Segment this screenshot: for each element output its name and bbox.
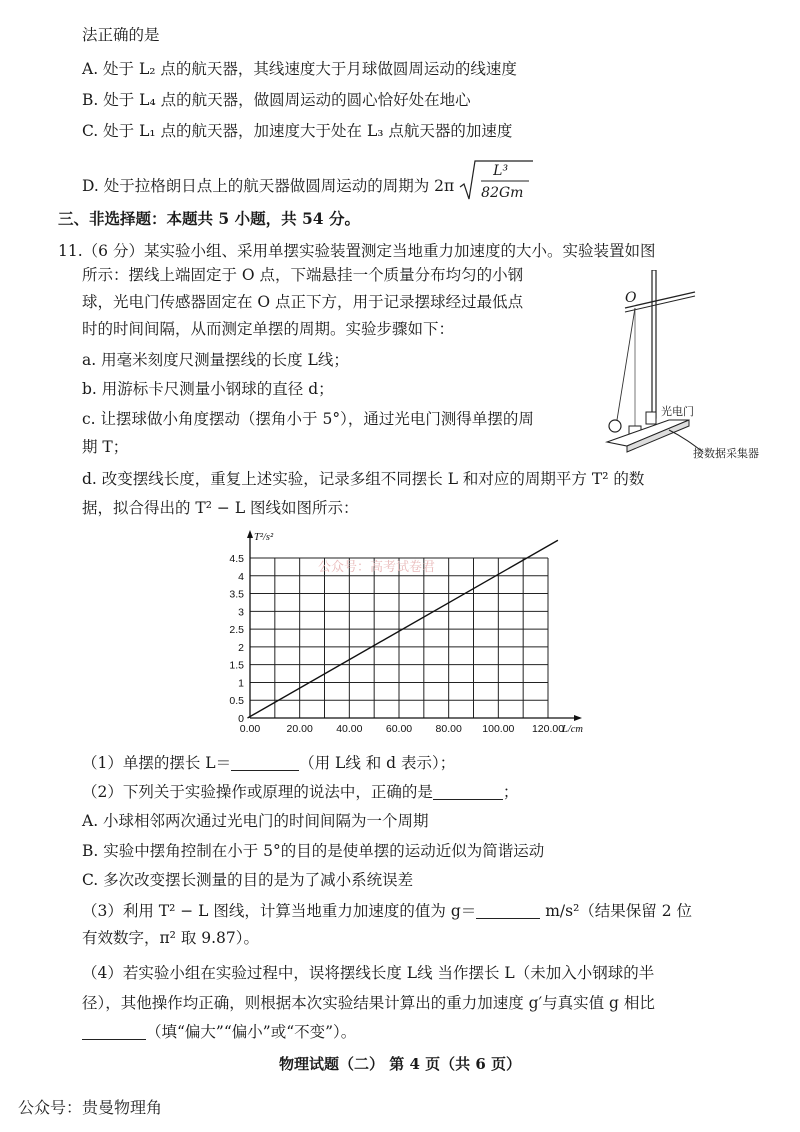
pendulum-string-swing: [617, 308, 635, 420]
bottom-watermark: 公众号：贵曼物理角: [18, 1098, 163, 1117]
y-tick-label: 0.5: [229, 695, 244, 708]
answer-blank-4[interactable]: [82, 1021, 146, 1040]
q10-option-d-text: D. 处于拉格朗日点上的航天器做圆周运动的周期为 2π: [82, 177, 455, 195]
y-tick-label: 0: [238, 713, 244, 725]
q11-part3-line2: 有效数字，π² 取 9.87）。: [82, 929, 260, 947]
q11-step-d-line2: 据，拟合得出的 T² − L 图线如图所示：: [82, 499, 359, 517]
q11-part3-suffix: m/s²（结果保留 2 位: [545, 902, 693, 920]
chart-watermark: 公众号：高考试卷君: [318, 560, 436, 575]
sqrt-numerator: L³: [493, 163, 509, 179]
y-tick-label: 3: [238, 606, 244, 619]
y-tick-label: 1.5: [229, 659, 244, 672]
q11-line-4: 时的时间间隔，从而测定单摆的周期。实验步骤如下：: [82, 320, 455, 338]
x-tick-label: 0.00: [239, 723, 261, 735]
q11-part4-line3: [82, 1021, 356, 1043]
q10-option-c: C. 处于 L₁ 点的航天器，加速度大于处在 L₃ 点航天器的加速度: [82, 122, 513, 140]
x-tick-label: 100.00: [482, 723, 515, 735]
q11-part2-option-c: C. 多次改变摆长测量的目的是为了减小系统误差: [82, 871, 414, 889]
x-axis-arrow: [574, 715, 582, 721]
page-footer: 物理试题（二） 第 4 页（共 6 页）: [279, 1055, 521, 1073]
x-axis-label: L/cm: [562, 724, 583, 735]
point-o-label: O: [625, 290, 637, 306]
q11-part3: [82, 900, 692, 922]
photogate-label: 光电门: [661, 405, 694, 418]
q11-part1: [82, 752, 455, 774]
q11-part2-option-a: A. 小球相邻两次通过光电门的时间间隔为一个周期: [82, 812, 429, 830]
q11-part3-prefix: （3）利用 T² − L 图线，计算当地重力加速度的值为 g＝: [82, 902, 477, 920]
q10-option-d: [82, 165, 533, 205]
stand-pole: [652, 270, 656, 418]
q11-part4-line2: 径），其他操作均正确，则根据本次实验结果计算出的重力加速度 g′与真实值 g 相比: [82, 994, 655, 1012]
q11-part2-option-b: B. 实验中摆角控制在小于 5°的目的是使单摆的运动近似为简谐运动: [82, 842, 545, 860]
q11-part2-end: ；: [502, 783, 519, 801]
y-tick-label: 2.5: [229, 624, 244, 637]
y-tick-label: 1: [238, 677, 244, 690]
x-tick-label: 20.00: [286, 723, 313, 735]
steel-ball: [609, 420, 621, 432]
q11-step-a: a. 用毫米刻度尺测量摆线的长度 L线；: [82, 351, 349, 369]
q11-part2-text: （2）下列关于实验操作或原理的说法中，正确的是: [82, 783, 433, 801]
collector-label: 接数据采集器: [693, 447, 759, 460]
y-tick-label: 2: [238, 641, 244, 654]
section-heading: 三、非选择题：本题共 5 小题，共 54 分。: [58, 209, 360, 228]
y-tick-label: 3.5: [229, 588, 244, 601]
q11-step-b: b. 用游标卡尺测量小钢球的直径 d；: [82, 380, 334, 398]
y-axis-label: T²/s²: [254, 532, 274, 543]
pendulum-apparatus-figure: [585, 270, 785, 470]
sqrt-denominator: 82Gm: [481, 185, 524, 201]
q11-part4-line3-text: （填“偏大”“偏小”或“不变”）。: [146, 1023, 357, 1041]
q11-step-c-line2: 期 T；: [82, 438, 129, 456]
q11-part1-prefix: （1）单摆的摆长 L＝: [82, 754, 232, 772]
q11-step-d-line1: d. 改变摆线长度，重复上述实验，记录多组不同摆长 L 和对应的周期平方 T² 的数: [82, 470, 645, 488]
y-tick-label: 4: [238, 570, 244, 583]
q11-step-c-line1: c. 让摆球做小角度摆动（摆角小于 5°），通过光电门测得单摆的周: [82, 410, 534, 428]
q11-line-2: 所示：摆线上端固定于 O 点，下端悬挂一个质量分布均匀的小钢: [82, 266, 524, 284]
q10-option-b: B. 处于 L₄ 点的航天器，做圆周运动的圆心恰好处在地心: [82, 91, 471, 109]
q10-intro: 法正确的是: [82, 26, 160, 44]
sqrt-expression: [459, 165, 533, 205]
q11-part1-suffix: （用 L线 和 d 表示）；: [299, 754, 456, 772]
y-axis-arrow: [247, 530, 253, 538]
x-tick-label: 80.00: [435, 723, 462, 735]
answer-blank-1[interactable]: [231, 752, 299, 771]
q10-option-a: A. 处于 L₂ 点的航天器，其线速度大于月球做圆周运动的线速度: [82, 60, 517, 78]
pendulum-apparatus-drawing: [585, 270, 785, 470]
q11-part2: [82, 781, 518, 803]
q11-part4-line1: （4）若实验小组在实验过程中，误将摆线长度 L线 当作摆长 L（未加入小钢球的半: [82, 964, 655, 982]
photogate-sensor: [646, 412, 656, 424]
answer-blank-3[interactable]: [476, 900, 540, 919]
x-tick-label: 120.00: [531, 723, 565, 735]
q11-line-1: 11.（6 分）某实验小组、采用单摆实验装置测定当地重力加速度的大小。实验装置如图: [58, 242, 656, 260]
x-tick-label: 60.00: [385, 723, 413, 735]
q11-line-3: 球，光电门传感器固定在 O 点正下方，用于记录摆球经过最低点: [82, 293, 524, 311]
answer-blank-2[interactable]: [433, 781, 503, 800]
y-tick-label: 4.5: [229, 553, 244, 565]
x-tick-label: 40.00: [336, 723, 363, 735]
